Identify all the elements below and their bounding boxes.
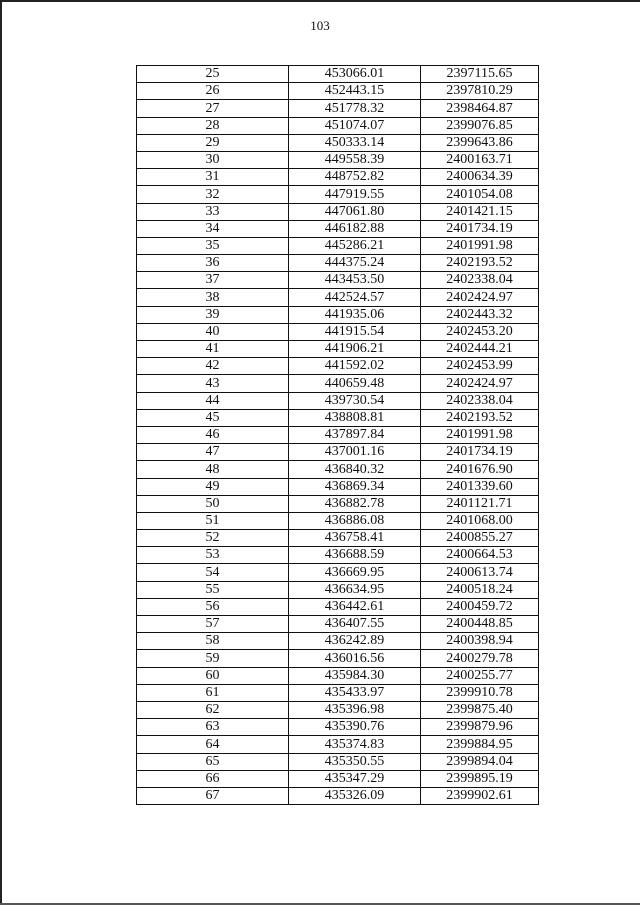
x-coordinate-cell: 447919.55 [289, 186, 421, 203]
y-coordinate-cell: 2400634.39 [421, 169, 539, 186]
y-coordinate-cell: 2400855.27 [421, 530, 539, 547]
y-coordinate-cell: 2401068.00 [421, 512, 539, 529]
x-coordinate-cell: 436758.41 [289, 530, 421, 547]
y-coordinate-cell: 2401339.60 [421, 478, 539, 495]
coordinates-table-body [137, 66, 539, 805]
y-coordinate-cell: 2398464.87 [421, 100, 539, 117]
x-coordinate-cell: 447061.80 [289, 203, 421, 220]
table-row [137, 83, 539, 100]
x-coordinate-cell: 436407.55 [289, 616, 421, 633]
y-coordinate-cell: 2402453.99 [421, 358, 539, 375]
table-row [137, 684, 539, 701]
table-row [137, 736, 539, 753]
x-coordinate-cell: 444375.24 [289, 255, 421, 272]
point-number-cell: 38 [137, 289, 289, 306]
x-coordinate-cell: 435984.30 [289, 667, 421, 684]
y-coordinate-cell: 2402453.20 [421, 323, 539, 340]
x-coordinate-cell: 436869.34 [289, 478, 421, 495]
point-number-cell: 45 [137, 409, 289, 426]
x-coordinate-cell: 453066.01 [289, 66, 421, 83]
y-coordinate-cell: 2401421.15 [421, 203, 539, 220]
y-coordinate-cell: 2401121.71 [421, 495, 539, 512]
table-row [137, 633, 539, 650]
x-coordinate-cell: 443453.50 [289, 272, 421, 289]
y-coordinate-cell: 2401054.08 [421, 186, 539, 203]
x-coordinate-cell: 439730.54 [289, 392, 421, 409]
y-coordinate-cell: 2399879.96 [421, 719, 539, 736]
table-row [137, 255, 539, 272]
y-coordinate-cell: 2400279.78 [421, 650, 539, 667]
y-coordinate-cell: 2400255.77 [421, 667, 539, 684]
coordinates-table [136, 65, 539, 805]
table-row [137, 530, 539, 547]
table-row [137, 461, 539, 478]
table-row [137, 169, 539, 186]
table-row [137, 220, 539, 237]
x-coordinate-cell: 436669.95 [289, 564, 421, 581]
table-row [137, 203, 539, 220]
y-coordinate-cell: 2402424.97 [421, 289, 539, 306]
x-coordinate-cell: 441592.02 [289, 358, 421, 375]
point-number-cell: 50 [137, 495, 289, 512]
table-row [137, 701, 539, 718]
y-coordinate-cell: 2399875.40 [421, 701, 539, 718]
y-coordinate-cell: 2401734.19 [421, 444, 539, 461]
table-row [137, 719, 539, 736]
y-coordinate-cell: 2399895.19 [421, 770, 539, 787]
table-row [137, 323, 539, 340]
y-coordinate-cell: 2400664.53 [421, 547, 539, 564]
y-coordinate-cell: 2400398.94 [421, 633, 539, 650]
table-row [137, 444, 539, 461]
x-coordinate-cell: 450333.14 [289, 134, 421, 151]
table-row [137, 392, 539, 409]
point-number-cell: 44 [137, 392, 289, 409]
point-number-cell: 62 [137, 701, 289, 718]
x-coordinate-cell: 440659.48 [289, 375, 421, 392]
point-number-cell: 39 [137, 306, 289, 323]
y-coordinate-cell: 2400163.71 [421, 151, 539, 168]
table-row [137, 787, 539, 804]
table-row [137, 753, 539, 770]
point-number-cell: 57 [137, 616, 289, 633]
point-number-cell: 36 [137, 255, 289, 272]
y-coordinate-cell: 2400459.72 [421, 598, 539, 615]
x-coordinate-cell: 437001.16 [289, 444, 421, 461]
x-coordinate-cell: 436688.59 [289, 547, 421, 564]
point-number-cell: 32 [137, 186, 289, 203]
y-coordinate-cell: 2397810.29 [421, 83, 539, 100]
x-coordinate-cell: 435347.29 [289, 770, 421, 787]
x-coordinate-cell: 441915.54 [289, 323, 421, 340]
table-row [137, 426, 539, 443]
point-number-cell: 29 [137, 134, 289, 151]
y-coordinate-cell: 2399910.78 [421, 684, 539, 701]
x-coordinate-cell: 441906.21 [289, 341, 421, 358]
x-coordinate-cell: 436634.95 [289, 581, 421, 598]
point-number-cell: 54 [137, 564, 289, 581]
table-row [137, 375, 539, 392]
point-number-cell: 56 [137, 598, 289, 615]
point-number-cell: 60 [137, 667, 289, 684]
y-coordinate-cell: 2401734.19 [421, 220, 539, 237]
point-number-cell: 65 [137, 753, 289, 770]
point-number-cell: 46 [137, 426, 289, 443]
x-coordinate-cell: 435350.55 [289, 753, 421, 770]
y-coordinate-cell: 2402444.21 [421, 341, 539, 358]
y-coordinate-cell: 2401991.98 [421, 237, 539, 254]
table-row [137, 409, 539, 426]
point-number-cell: 27 [137, 100, 289, 117]
point-number-cell: 51 [137, 512, 289, 529]
point-number-cell: 49 [137, 478, 289, 495]
table-row [137, 598, 539, 615]
x-coordinate-cell: 451074.07 [289, 117, 421, 134]
point-number-cell: 61 [137, 684, 289, 701]
point-number-cell: 31 [137, 169, 289, 186]
point-number-cell: 53 [137, 547, 289, 564]
table-row [137, 151, 539, 168]
point-number-cell: 37 [137, 272, 289, 289]
x-coordinate-cell: 438808.81 [289, 409, 421, 426]
x-coordinate-cell: 436882.78 [289, 495, 421, 512]
table-row [137, 117, 539, 134]
y-coordinate-cell: 2401676.90 [421, 461, 539, 478]
point-number-cell: 47 [137, 444, 289, 461]
point-number-cell: 64 [137, 736, 289, 753]
table-row [137, 650, 539, 667]
y-coordinate-cell: 2397115.65 [421, 66, 539, 83]
point-number-cell: 25 [137, 66, 289, 83]
y-coordinate-cell: 2400448.85 [421, 616, 539, 633]
table-row [137, 478, 539, 495]
point-number-cell: 34 [137, 220, 289, 237]
point-number-cell: 33 [137, 203, 289, 220]
x-coordinate-cell: 437897.84 [289, 426, 421, 443]
x-coordinate-cell: 435374.83 [289, 736, 421, 753]
point-number-cell: 42 [137, 358, 289, 375]
point-number-cell: 41 [137, 341, 289, 358]
table-row [137, 564, 539, 581]
table-row [137, 770, 539, 787]
scan-edge-top [0, 0, 640, 2]
y-coordinate-cell: 2399902.61 [421, 787, 539, 804]
y-coordinate-cell: 2402338.04 [421, 392, 539, 409]
y-coordinate-cell: 2402193.52 [421, 255, 539, 272]
y-coordinate-cell: 2402424.97 [421, 375, 539, 392]
x-coordinate-cell: 435433.97 [289, 684, 421, 701]
page-number: 103 [310, 18, 330, 33]
y-coordinate-cell: 2402338.04 [421, 272, 539, 289]
table-row [137, 581, 539, 598]
point-number-cell: 67 [137, 787, 289, 804]
table-row [137, 186, 539, 203]
table-row [137, 100, 539, 117]
x-coordinate-cell: 445286.21 [289, 237, 421, 254]
table-row [137, 667, 539, 684]
point-number-cell: 59 [137, 650, 289, 667]
x-coordinate-cell: 436016.56 [289, 650, 421, 667]
table-row [137, 66, 539, 83]
y-coordinate-cell: 2399884.95 [421, 736, 539, 753]
x-coordinate-cell: 451778.32 [289, 100, 421, 117]
x-coordinate-cell: 446182.88 [289, 220, 421, 237]
table-row [137, 272, 539, 289]
point-number-cell: 28 [137, 117, 289, 134]
y-coordinate-cell: 2402193.52 [421, 409, 539, 426]
point-number-cell: 55 [137, 581, 289, 598]
y-coordinate-cell: 2400613.74 [421, 564, 539, 581]
y-coordinate-cell: 2399076.85 [421, 117, 539, 134]
x-coordinate-cell: 435326.09 [289, 787, 421, 804]
table-row [137, 237, 539, 254]
y-coordinate-cell: 2401991.98 [421, 426, 539, 443]
point-number-cell: 48 [137, 461, 289, 478]
x-coordinate-cell: 448752.82 [289, 169, 421, 186]
x-coordinate-cell: 436840.32 [289, 461, 421, 478]
table-row [137, 547, 539, 564]
x-coordinate-cell: 435396.98 [289, 701, 421, 718]
point-number-cell: 40 [137, 323, 289, 340]
table-row [137, 306, 539, 323]
table-row [137, 134, 539, 151]
x-coordinate-cell: 436886.08 [289, 512, 421, 529]
table-row [137, 358, 539, 375]
point-number-cell: 30 [137, 151, 289, 168]
x-coordinate-cell: 441935.06 [289, 306, 421, 323]
y-coordinate-cell: 2400518.24 [421, 581, 539, 598]
point-number-cell: 63 [137, 719, 289, 736]
scan-edge-left [0, 0, 2, 905]
point-number-cell: 43 [137, 375, 289, 392]
x-coordinate-cell: 435390.76 [289, 719, 421, 736]
x-coordinate-cell: 436242.89 [289, 633, 421, 650]
point-number-cell: 35 [137, 237, 289, 254]
y-coordinate-cell: 2399643.86 [421, 134, 539, 151]
x-coordinate-cell: 436442.61 [289, 598, 421, 615]
table-row [137, 616, 539, 633]
y-coordinate-cell: 2402443.32 [421, 306, 539, 323]
x-coordinate-cell: 452443.15 [289, 83, 421, 100]
x-coordinate-cell: 442524.57 [289, 289, 421, 306]
x-coordinate-cell: 449558.39 [289, 151, 421, 168]
point-number-cell: 26 [137, 83, 289, 100]
point-number-cell: 52 [137, 530, 289, 547]
table-row [137, 512, 539, 529]
table-row [137, 341, 539, 358]
y-coordinate-cell: 2399894.04 [421, 753, 539, 770]
point-number-cell: 66 [137, 770, 289, 787]
point-number-cell: 58 [137, 633, 289, 650]
table-row [137, 289, 539, 306]
table-row [137, 495, 539, 512]
